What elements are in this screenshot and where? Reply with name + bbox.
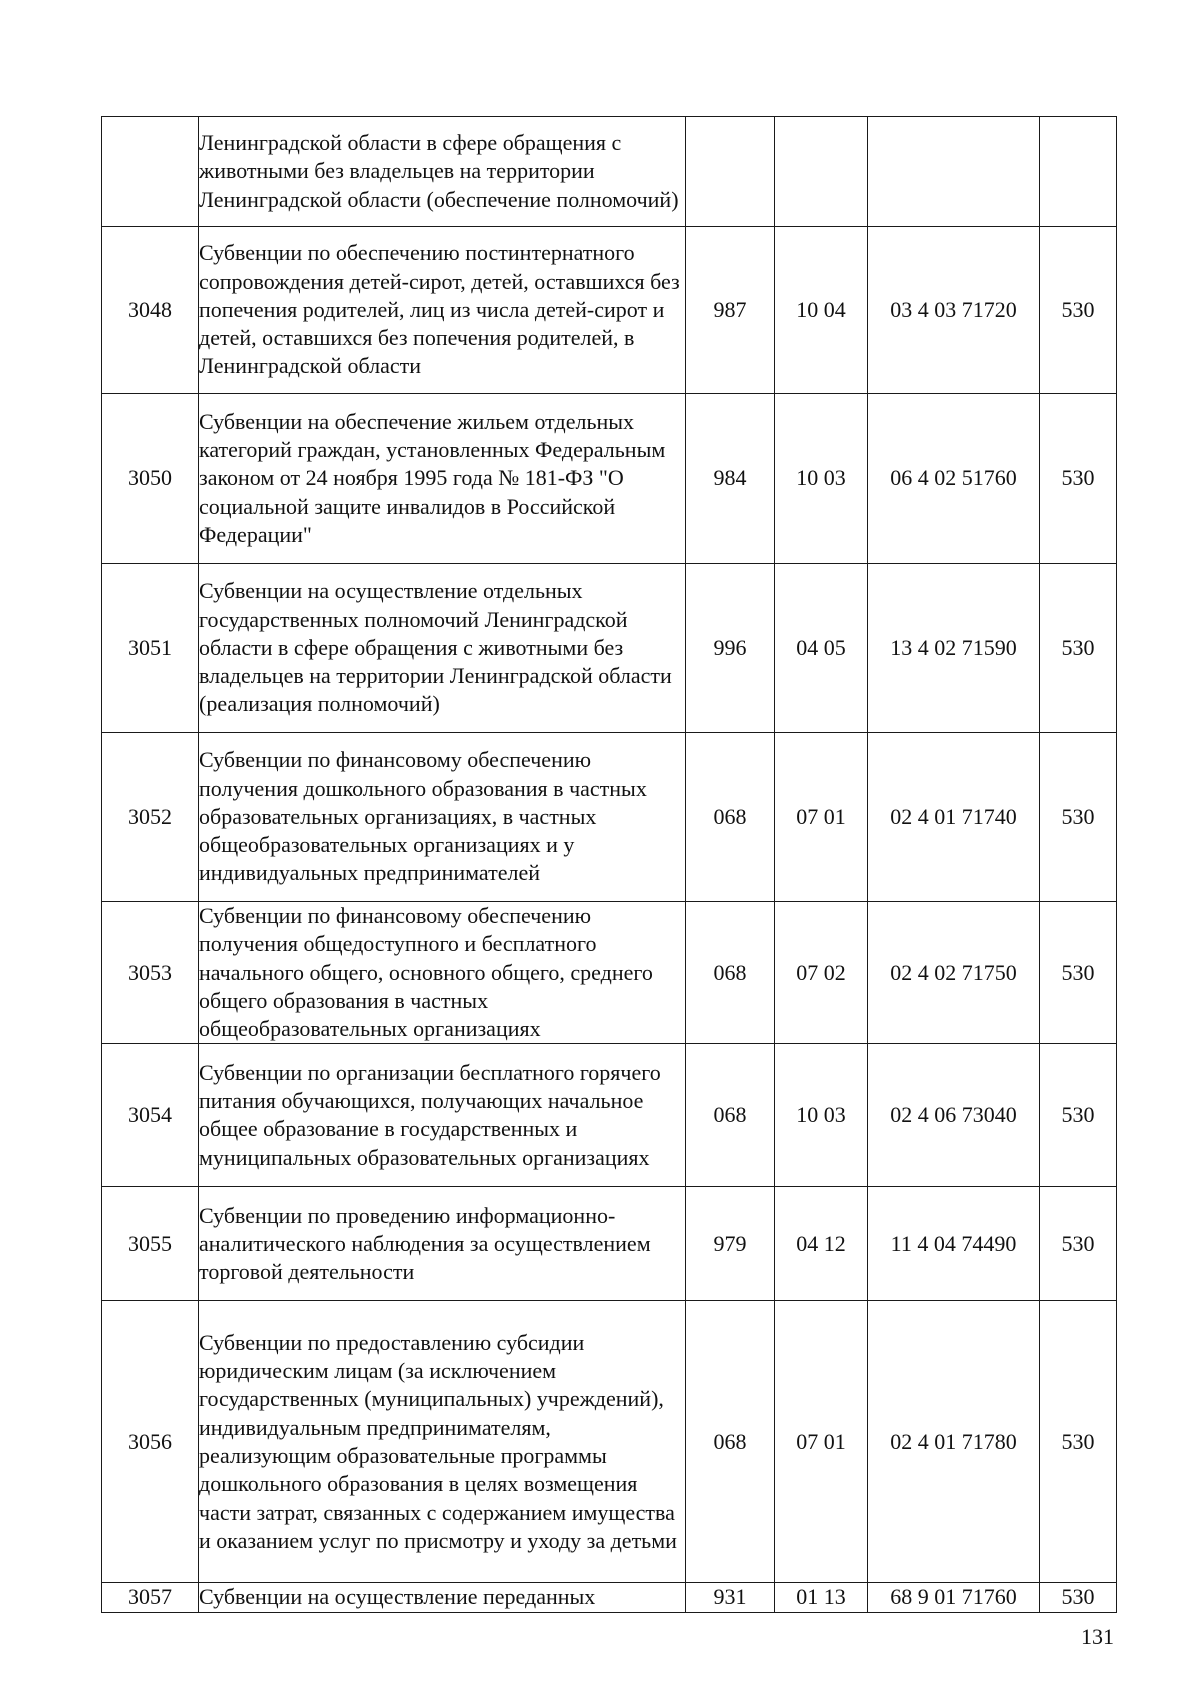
row-target-code: 02 4 01 71740: [868, 733, 1040, 902]
row-section-code: 07 01: [775, 733, 868, 902]
row-number: 3054: [102, 1044, 199, 1187]
table-row: [102, 1301, 1117, 1583]
page-number: 131: [1081, 1624, 1114, 1649]
row-admin-code: 068: [686, 1044, 775, 1187]
row-description: Субвенции на осуществление переданных: [199, 1583, 686, 1612]
row-section-code: 10 04: [775, 227, 868, 394]
row-description: Субвенции по финансовому обеспечению получения дошкольного образования в частных образовательных организациях, в частных общеобразовательных организациях и у индивидуальных предпринимателей: [199, 733, 686, 902]
row-admin-code: 068: [686, 733, 775, 902]
row-admin-code: 984: [686, 394, 775, 564]
row-admin-code: 987: [686, 227, 775, 394]
row-expense-type: 530: [1040, 902, 1117, 1044]
row-number: 3051: [102, 564, 199, 733]
row-expense-type: [1040, 117, 1117, 227]
row-section-code: 04 12: [775, 1187, 868, 1301]
row-target-code: 02 4 02 71750: [868, 902, 1040, 1044]
table-row: [102, 1583, 1117, 1612]
row-description: Субвенции по проведению информационно-аналитического наблюдения за осуществлением торговой деятельности: [199, 1187, 686, 1301]
table-row: [102, 1044, 1117, 1187]
row-section-code: 07 01: [775, 1301, 868, 1583]
table-row: [102, 117, 1117, 227]
row-target-code: 06 4 02 51760: [868, 394, 1040, 564]
row-admin-code: 996: [686, 564, 775, 733]
row-expense-type: 530: [1040, 733, 1117, 902]
row-section-code: 10 03: [775, 1044, 868, 1187]
row-description: Субвенции по предоставлению субсидии юридическим лицам (за исключением государственных (муниципальных) учреждений), индивидуальным предпринимателям, реализующим образовательные программы дошкольного образования в целях возмещения части затрат, связанных с содержанием имущества и оказанием услуг по присмотру и уходу за детьми: [199, 1301, 686, 1583]
row-target-code: 02 4 01 71780: [868, 1301, 1040, 1583]
row-target-code: 02 4 06 73040: [868, 1044, 1040, 1187]
table-row: [102, 902, 1117, 1044]
row-number: 3055: [102, 1187, 199, 1301]
row-expense-type: 530: [1040, 1187, 1117, 1301]
row-expense-type: 530: [1040, 394, 1117, 564]
row-section-code: [775, 117, 868, 227]
row-admin-code: 979: [686, 1187, 775, 1301]
table-row: [102, 733, 1117, 902]
table-row: [102, 394, 1117, 564]
row-target-code: 03 4 03 71720: [868, 227, 1040, 394]
row-number: 3056: [102, 1301, 199, 1583]
row-number: 3052: [102, 733, 199, 902]
row-description: Субвенции по обеспечению постинтернатного сопровождения детей-сирот, детей, оставшихся без попечения родителей, лиц из числа детей-сирот и детей, оставшихся без попечения родителей, в Ленинградской области: [199, 227, 686, 394]
row-target-code: 11 4 04 74490: [868, 1187, 1040, 1301]
row-number: [102, 117, 199, 227]
row-admin-code: 068: [686, 902, 775, 1044]
budget-table: [101, 116, 1117, 1613]
row-admin-code: [686, 117, 775, 227]
table-row: [102, 1187, 1117, 1301]
row-target-code: 68 9 01 71760: [868, 1583, 1040, 1612]
row-description: Субвенции на обеспечение жильем отдельных категорий граждан, установленных Федеральным законом от 24 ноября 1995 года № 181-ФЗ "О социальной защите инвалидов в Российской Федерации": [199, 394, 686, 564]
row-admin-code: 068: [686, 1301, 775, 1583]
row-description: Субвенции по организации бесплатного горячего питания обучающихся, получающих начальное общее образование в государственных и муниципальных образовательных организациях: [199, 1044, 686, 1187]
row-expense-type: 530: [1040, 564, 1117, 733]
row-expense-type: 530: [1040, 1044, 1117, 1187]
row-section-code: 04 05: [775, 564, 868, 733]
row-expense-type: 530: [1040, 1583, 1117, 1612]
row-description: Субвенции на осуществление отдельных государственных полномочий Ленинградской области в сфере обращения с животными без владельцев на территории Ленинградской области (реализация полномочий): [199, 564, 686, 733]
row-section-code: 10 03: [775, 394, 868, 564]
row-expense-type: 530: [1040, 227, 1117, 394]
table-row: [102, 564, 1117, 733]
row-description: Субвенции по финансовому обеспечению получения общедоступного и бесплатного начального общего, основного общего, среднего общего образования в частных общеобразовательных организациях: [199, 902, 686, 1044]
table-row: [102, 227, 1117, 394]
row-number: 3053: [102, 902, 199, 1044]
row-expense-type: 530: [1040, 1301, 1117, 1583]
row-section-code: 07 02: [775, 902, 868, 1044]
row-number: 3050: [102, 394, 199, 564]
row-description: Ленинградской области в сфере обращения с животными без владельцев на территории Ленинградской области (обеспечение полномочий): [199, 117, 686, 227]
row-number: 3048: [102, 227, 199, 394]
row-admin-code: 931: [686, 1583, 775, 1612]
row-number: 3057: [102, 1583, 199, 1612]
row-target-code: [868, 117, 1040, 227]
row-target-code: 13 4 02 71590: [868, 564, 1040, 733]
row-section-code: 01 13: [775, 1583, 868, 1612]
